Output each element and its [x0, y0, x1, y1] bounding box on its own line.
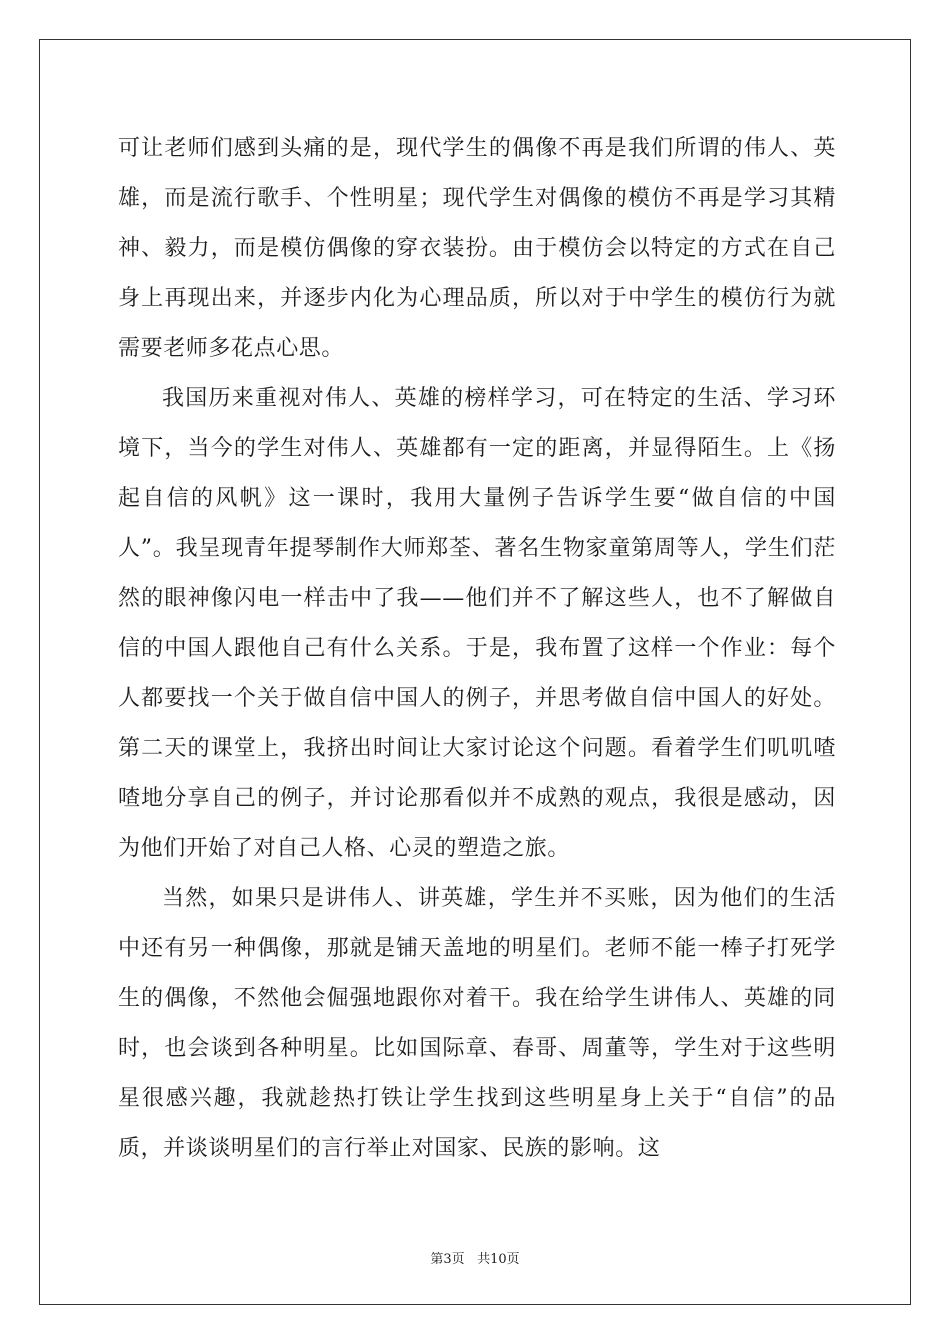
footer-spacer [465, 1252, 477, 1267]
document-page [39, 39, 911, 1305]
document-body [118, 124, 836, 1174]
page-footer [40, 1248, 910, 1267]
page-total: 共10页 [477, 1252, 520, 1267]
paragraph-3: 当然，如果只是讲伟人、讲英雄，学生并不买账，因为他们的生活中还有另一种偶像，那就是铺天盖地的明星们。老师不能一棒子打死学生的偶像，不然他会倔强地跟你对着干。我在给学生讲伟人、英雄的同时，也会谈到各种明星。比如国际章、春哥、周董等，学生对于这些明星很感兴趣，我就趁热打铁让学生找到这些明星身上关于“自信”的品质，并谈谈明星们的言行举止对国家、民族的影响。这 [118, 886, 836, 1161]
paragraph-1: 可让老师们感到头痛的是，现代学生的偶像不再是我们所谓的伟人、英雄，而是流行歌手、个性明星；现代学生对偶像的模仿不再是学习其精神、毅力，而是模仿偶像的穿衣装扮。由于模仿会以特定的方式在自己身上再现出来，并逐步内化为心理品质，所以对于中学生的模仿行为就需要老师多花点心思。 [118, 136, 836, 361]
paragraph-2: 我国历来重视对伟人、英雄的榜样学习，可在特定的生活、学习环境下，当今的学生对伟人、英雄都有一定的距离，并显得陌生。上《扬起自信的风帆》这一课时，我用大量例子告诉学生要“做自信的中国人”。我呈现青年提琴制作大师郑荃、著名生物家童第周等人，学生们茫然的眼神像闪电一样击中了我——他们并不了解这些人，也不了解做自信的中国人跟他自己有什么关系。于是，我布置了这样一个作业：每个人都要找一个关于做自信中国人的例子，并思考做自信中国人的好处。第二天的课堂上，我挤出时间让大家讨论这个问题。看着学生们叽叽喳喳地分享自己的例子，并讨论那看似并不成熟的观点，我很是感动，因为他们开始了对自己人格、心灵的塑造之旅。 [118, 386, 836, 861]
page-number: 第3页 [430, 1252, 465, 1267]
